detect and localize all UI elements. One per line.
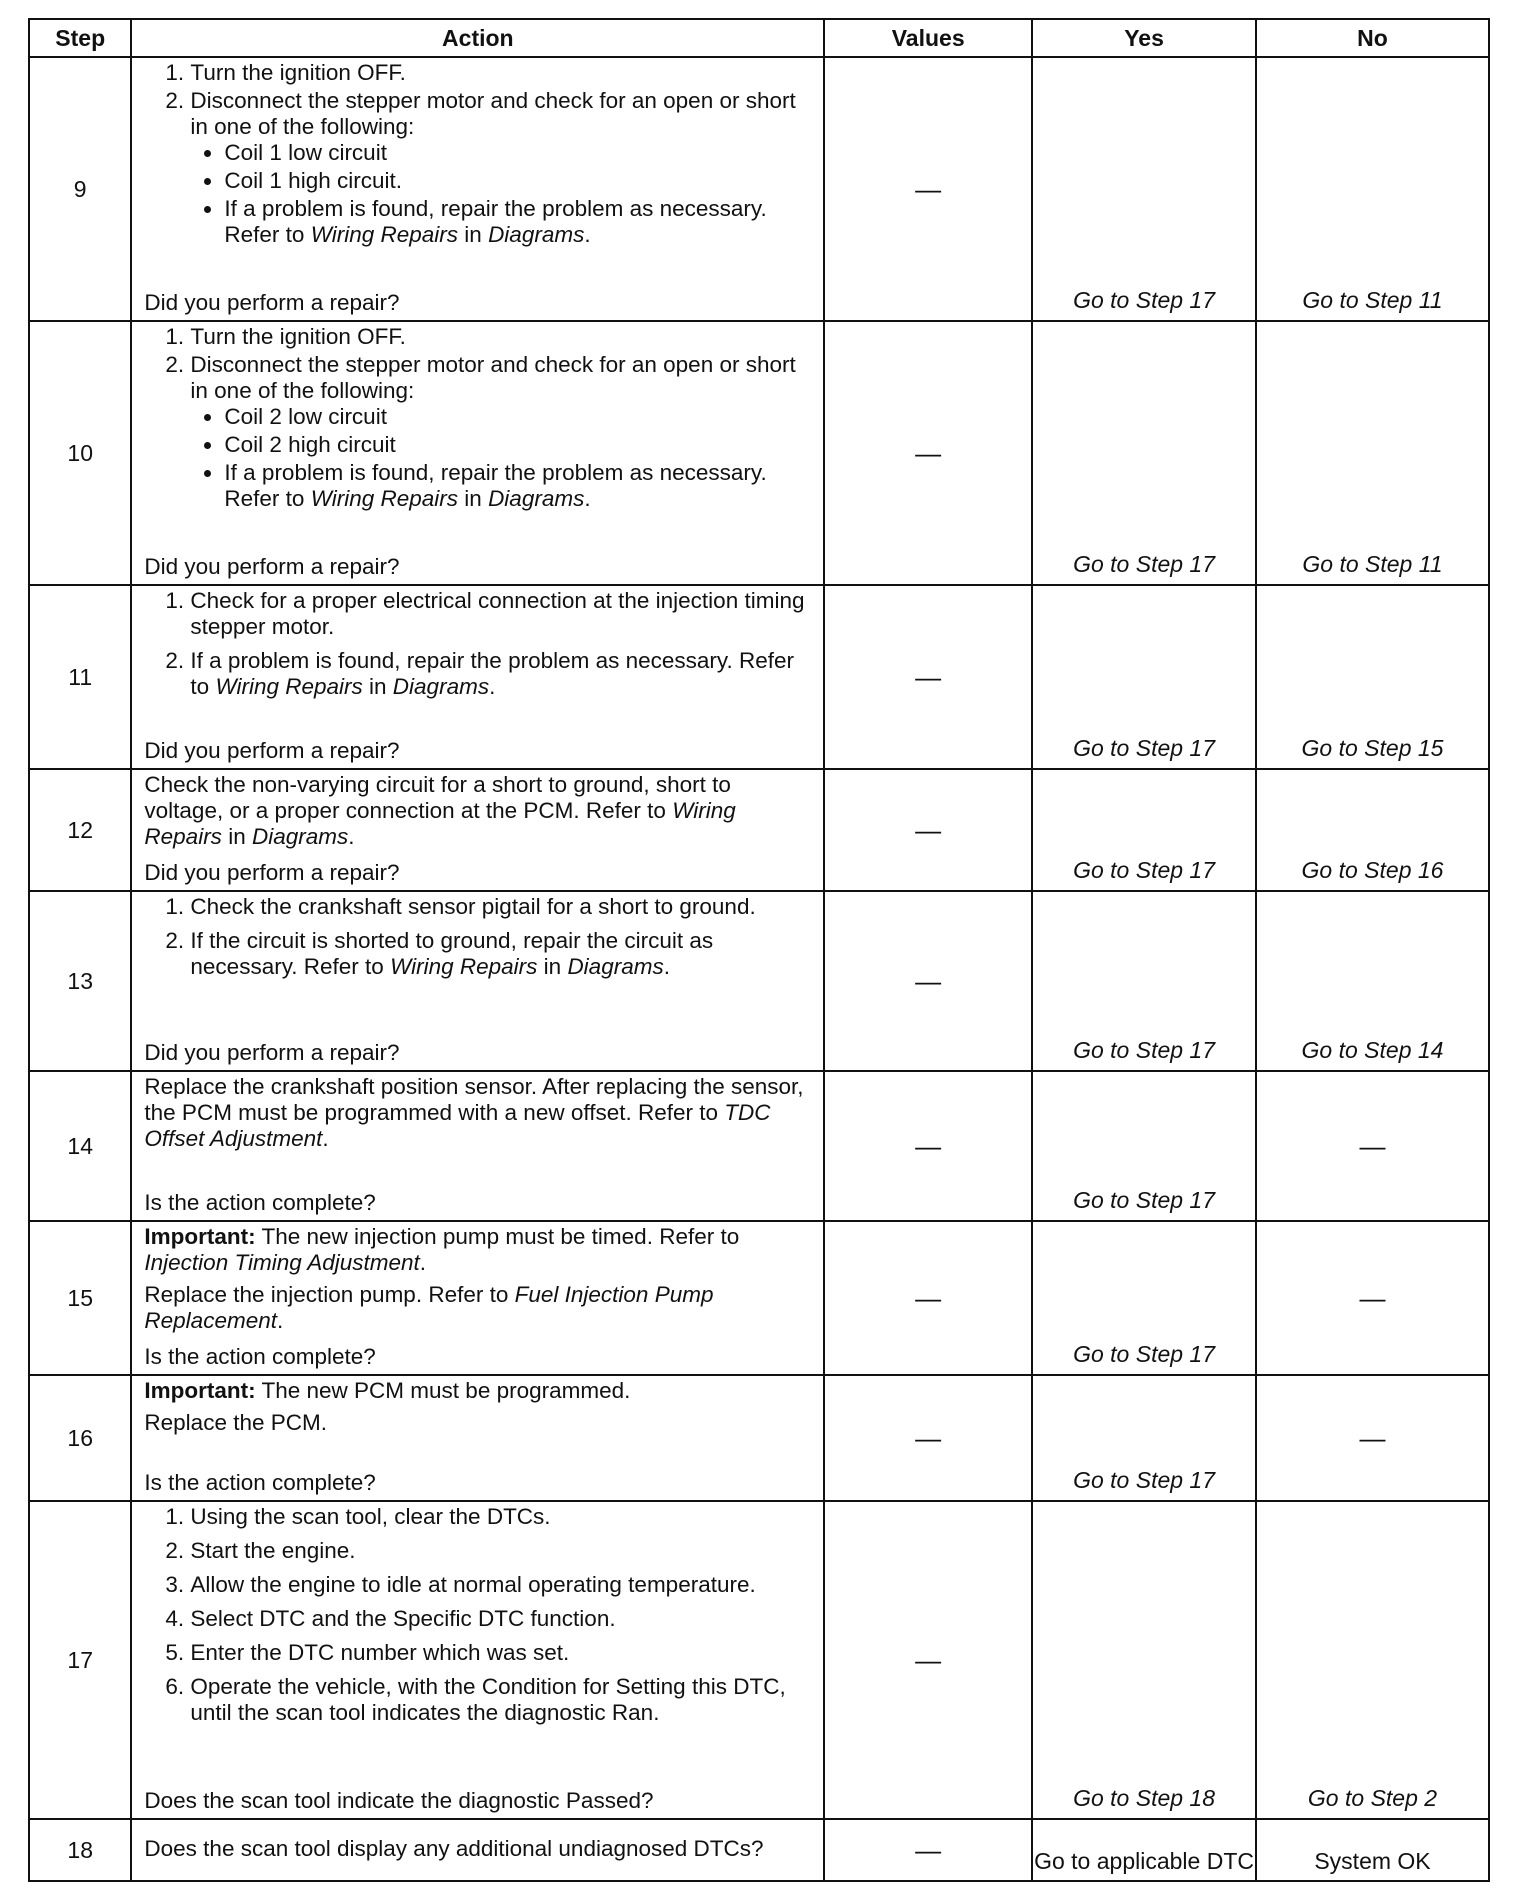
action-cell [131,1221,824,1375]
action-text: Replace the crankshaft position sensor. After replacing the sensor, the PCM must be programmed with a new offset. Refer to TDC Offset Adjustment. [144,1074,804,1151]
header-no: No [1256,19,1489,57]
values-cell: — [824,1375,1032,1501]
reference-link: Fuel Injection Pump Replacement [144,1282,714,1333]
values-cell: — [824,57,1032,321]
important-label: Important: [144,1224,256,1249]
yes-cell: Go to Step 18 [1032,1501,1256,1819]
action-step: 2. Start the engine. [190,1538,815,1564]
table-row-step-18 [29,1819,1489,1881]
table-row-step-17 [29,1501,1489,1819]
action-text: Check the non-varying circuit for a short to ground, short to voltage, or a proper connection at the PCM. Refer to Wiring Repairs in Diagrams. [144,772,736,849]
bullet-list [190,140,815,248]
action-cell [131,321,824,585]
action-step: 1. Check for a proper electrical connection at the injection timing stepper motor. [190,588,815,640]
action-steps [144,588,815,700]
action-cell [131,769,824,891]
yes-cell: Go to Step 17 [1032,57,1256,321]
bullet-item: • Coil 1 high circuit. [224,168,815,194]
action-steps [144,894,815,980]
action-step: 1. Check the crankshaft sensor pigtail for a short to ground. [190,894,815,920]
action-question: Is the action complete? [144,1344,376,1369]
no-cell: Go to Step 11 [1256,321,1489,585]
no-cell: Go to Step 15 [1256,585,1489,769]
no-cell: — [1256,1071,1489,1221]
action-step: 1. Turn the ignition OFF. [190,60,815,86]
action-step: 3. Allow the engine to idle at normal operating temperature. [190,1572,815,1598]
table-row-step-9 [29,57,1489,321]
reference-link: Wiring Repairs [215,674,363,699]
diagnostic-table [28,18,1490,1882]
yes-cell: Go to applicable DTC [1032,1819,1256,1881]
action-steps [144,1504,815,1726]
action-text: Replace the injection pump. Refer to Fuel Injection Pump Replacement. [144,1282,714,1333]
values-cell: — [824,769,1032,891]
values-cell: — [824,1221,1032,1375]
step-number: 9 [29,57,131,321]
action-question: Does the scan tool display any additional undiagnosed DTCs? [144,1836,764,1861]
step-number: 15 [29,1221,131,1375]
yes-cell: Go to Step 17 [1032,1221,1256,1375]
action-step: 2. If the circuit is shorted to ground, repair the circuit as necessary. Refer to Wiring Repairs in Diagrams. [190,928,815,980]
action-question: Is the action complete? [144,1190,376,1215]
important-note: Important: The new injection pump must be timed. Refer to Injection Timing Adjustment. [144,1224,740,1275]
action-question: Is the action complete? [144,1470,376,1495]
reference-link: Diagrams [392,674,490,699]
table-row-step-12 [29,769,1489,891]
action-cell [131,1071,824,1221]
step-number: 13 [29,891,131,1071]
values-cell: — [824,321,1032,585]
header-values: Values [824,19,1032,57]
reference-link: Injection Timing Adjustment [144,1250,420,1275]
reference-link: Wiring Repairs [390,954,538,979]
reference-link: Diagrams [488,222,585,247]
action-steps [144,60,815,248]
action-cell [131,1501,824,1819]
reference-link: Diagrams [251,824,349,849]
step-number: 17 [29,1501,131,1819]
action-cell [131,585,824,769]
values-cell: — [824,1819,1032,1881]
no-cell: — [1256,1221,1489,1375]
action-question: Did you perform a repair? [144,738,400,763]
header-row [29,19,1489,57]
action-step: 1. Turn the ignition OFF. [190,324,815,350]
reference-link: Diagrams [567,954,664,979]
step-number: 12 [29,769,131,891]
bullet-item: • Coil 2 low circuit [224,404,815,430]
bullet-item: • If a problem is found, repair the problem as necessary. Refer to Wiring Repairs in Diagrams. [224,460,815,512]
step-number: 16 [29,1375,131,1501]
yes-cell: Go to Step 17 [1032,891,1256,1071]
action-step: 1. Using the scan tool, clear the DTCs. [190,1504,815,1530]
values-cell: — [824,1501,1032,1819]
action-question: Does the scan tool indicate the diagnostic Passed? [144,1788,654,1813]
action-step: 6. Operate the vehicle, with the Condition for Setting this DTC, until the scan tool indicates the diagnostic Ran. [190,1674,815,1726]
action-cell [131,57,824,321]
table-row-step-13 [29,891,1489,1071]
reference-link: Diagrams [488,486,585,511]
bullet-item: • If a problem is found, repair the problem as necessary. Refer to Wiring Repairs in Diagrams. [224,196,815,248]
yes-cell: Go to Step 17 [1032,321,1256,585]
values-cell: — [824,1071,1032,1221]
table-row-step-10 [29,321,1489,585]
action-question: Did you perform a repair? [144,290,400,315]
action-cell [131,1819,824,1881]
no-cell: Go to Step 2 [1256,1501,1489,1819]
action-cell [131,1375,824,1501]
values-cell: — [824,891,1032,1071]
action-question: Did you perform a repair? [144,1040,400,1065]
step-number: 11 [29,585,131,769]
reference-link: Wiring Repairs [144,798,736,849]
yes-cell: Go to Step 17 [1032,1071,1256,1221]
action-step: 2. If a problem is found, repair the problem as necessary. Refer to Wiring Repairs in Diagrams. [190,648,815,700]
step-number: 18 [29,1819,131,1881]
bullet-list [190,404,815,512]
important-note: Important: The new PCM must be programmed. [144,1378,631,1403]
action-text: Replace the PCM. [144,1410,327,1435]
no-cell: Go to Step 16 [1256,769,1489,891]
table-row-step-16 [29,1375,1489,1501]
values-cell: — [824,585,1032,769]
no-cell: Go to Step 11 [1256,57,1489,321]
important-label: Important: [144,1378,256,1403]
no-cell: Go to Step 14 [1256,891,1489,1071]
action-step: 2. Disconnect the stepper motor and check for an open or short in one of the following: • Coil 2 low circuit • Coil 2 high circuit • If a problem is found, repair the problem as necessary. Refer to Wiring Repairs in Diagrams. [190,352,815,512]
action-cell [131,891,824,1071]
header-yes: Yes [1032,19,1256,57]
no-cell: — [1256,1375,1489,1501]
table-row-step-11 [29,585,1489,769]
header-step: Step [29,19,131,57]
action-steps [144,324,815,512]
step-number: 10 [29,321,131,585]
bullet-item: • Coil 2 high circuit [224,432,815,458]
action-step: 2. Disconnect the stepper motor and check for an open or short in one of the following: • Coil 1 low circuit • Coil 1 high circuit. • If a problem is found, repair the problem as necessary. Refer to Wiring Repairs in Diagrams. [190,88,815,248]
reference-link: Wiring Repairs [310,222,459,247]
action-question: Did you perform a repair? [144,860,400,885]
step-number: 14 [29,1071,131,1221]
yes-cell: Go to Step 17 [1032,1375,1256,1501]
reference-link: TDC Offset Adjustment [144,1100,771,1151]
yes-cell: Go to Step 17 [1032,769,1256,891]
header-action: Action [131,19,824,57]
action-question: Did you perform a repair? [144,554,400,579]
table-row-step-15 [29,1221,1489,1375]
reference-link: Wiring Repairs [310,486,459,511]
action-step: 5. Enter the DTC number which was set. [190,1640,815,1666]
yes-cell: Go to Step 17 [1032,585,1256,769]
action-step: 4. Select DTC and the Specific DTC function. [190,1606,815,1632]
no-cell: System OK [1256,1819,1489,1881]
table-row-step-14 [29,1071,1489,1221]
bullet-item: • Coil 1 low circuit [224,140,815,166]
